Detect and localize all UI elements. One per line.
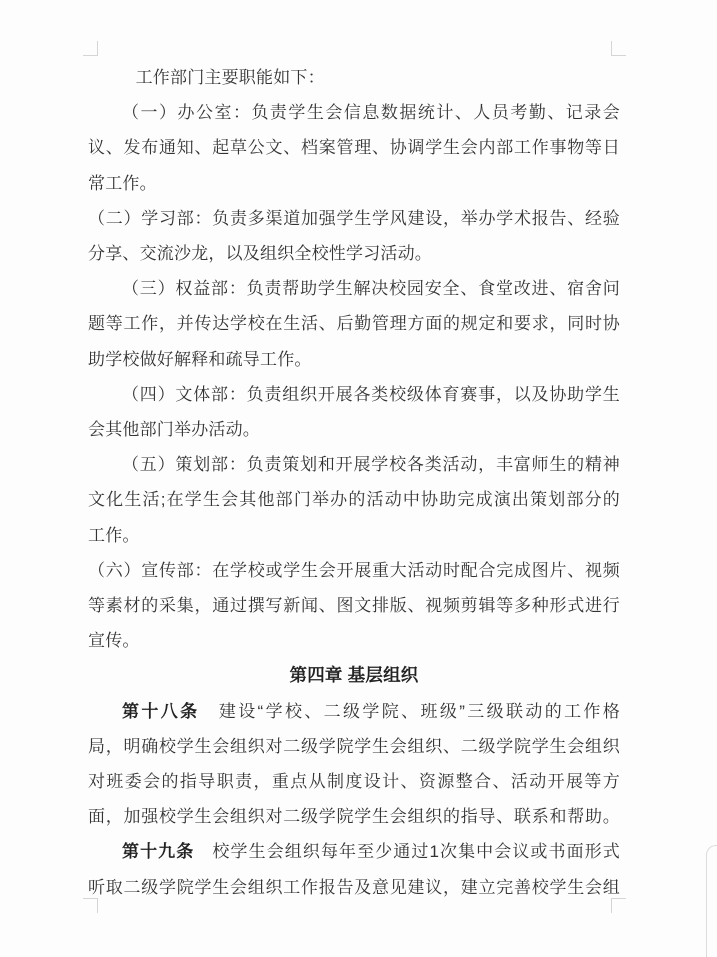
doc-line-article18-3: 对班委会的指导职责，重点从制度设计、资源整合、活动开展等方 [88, 772, 620, 792]
article18-text: 建设“学校、二级学院、班级”三级联动的工作格 [199, 701, 620, 721]
doc-line-article18-1 [88, 694, 620, 729]
doc-line-article19-2: 听取二级学院学生会组织工作报告及意见建议，建立完善校学生会组 [88, 877, 620, 897]
doc-line-dept5-planning-1: （五）策划部：负责策划和开展学校各类活动，丰富师生的精神 [122, 455, 620, 475]
document-text-block [88, 60, 620, 905]
article19-text: 校学生会组织每年至少通过1次集中会议或书面形式 [194, 842, 620, 862]
doc-line-dept6-publicity-1: （六）宣传部：在学校或学生会开展重大活动时配合完成图片、视频 [88, 560, 620, 580]
doc-line-dept3-rights-3: 助学校做好解释和疏导工作。 [88, 349, 312, 369]
margin-corner-mark-top-left [83, 41, 98, 56]
doc-line-dept1-office-3: 常工作。 [88, 173, 157, 193]
doc-line-article18-2: 局，明确校学生会组织对二级学院学生会组织、二级学院学生会组织 [88, 736, 620, 756]
doc-line-dept2-study-1: （二）学习部：负责多渠道加强学生学风建设，举办学术报告、经验 [88, 208, 620, 228]
doc-line-article19-1 [88, 834, 620, 869]
doc-line-dept3-rights-2: 题等工作，并传达学校在生活、后勤管理方面的规定和要求，同时协 [88, 314, 620, 334]
article19-number: 第十九条 [122, 842, 195, 862]
margin-corner-mark-top-right [611, 41, 626, 56]
doc-line-dept5-planning-2: 文化生活;在学生会其他部门举办的活动中协助完成演出策划部分的 [88, 490, 620, 510]
doc-line-dept4-sports-2: 会其他部门举办活动。 [88, 420, 260, 440]
doc-line-dept6-publicity-3: 宣传。 [88, 631, 140, 651]
doc-line-dept4-sports-1: （四）文体部：负责组织开展各类校级体育赛事，以及协助学生 [122, 384, 620, 404]
doc-line-intro: 工作部门主要职能如下： [135, 68, 325, 87]
doc-line-dept5-planning-3: 工作。 [88, 525, 140, 545]
doc-line-dept1-office-1: （一）办公室：负责学生会信息数据统计、人员考勤、记录会 [122, 103, 620, 123]
doc-line-dept1-office-2: 议、发布通知、起草公文、档案管理、协调学生会内部工作事物等日 [88, 138, 620, 158]
page-edge-line [706, 845, 717, 957]
chapter-heading: 第四章 基层组织 [289, 665, 419, 686]
doc-line-dept3-rights-1: （三）权益部：负责帮助学生解决校园安全、食堂改进、宿舍问 [122, 279, 620, 299]
doc-line-article18-4: 面，加强校学生会组织对二级学院学生会组织的指导、联系和帮助。 [88, 807, 620, 827]
doc-line-dept2-study-2: 分享、交流沙龙，以及组织全校性学习活动。 [88, 244, 432, 264]
article18-number: 第十八条 [122, 701, 200, 721]
doc-line-dept6-publicity-2: 等素材的采集，通过撰写新闻、图文排版、视频剪辑等多种形式进行 [88, 596, 620, 616]
